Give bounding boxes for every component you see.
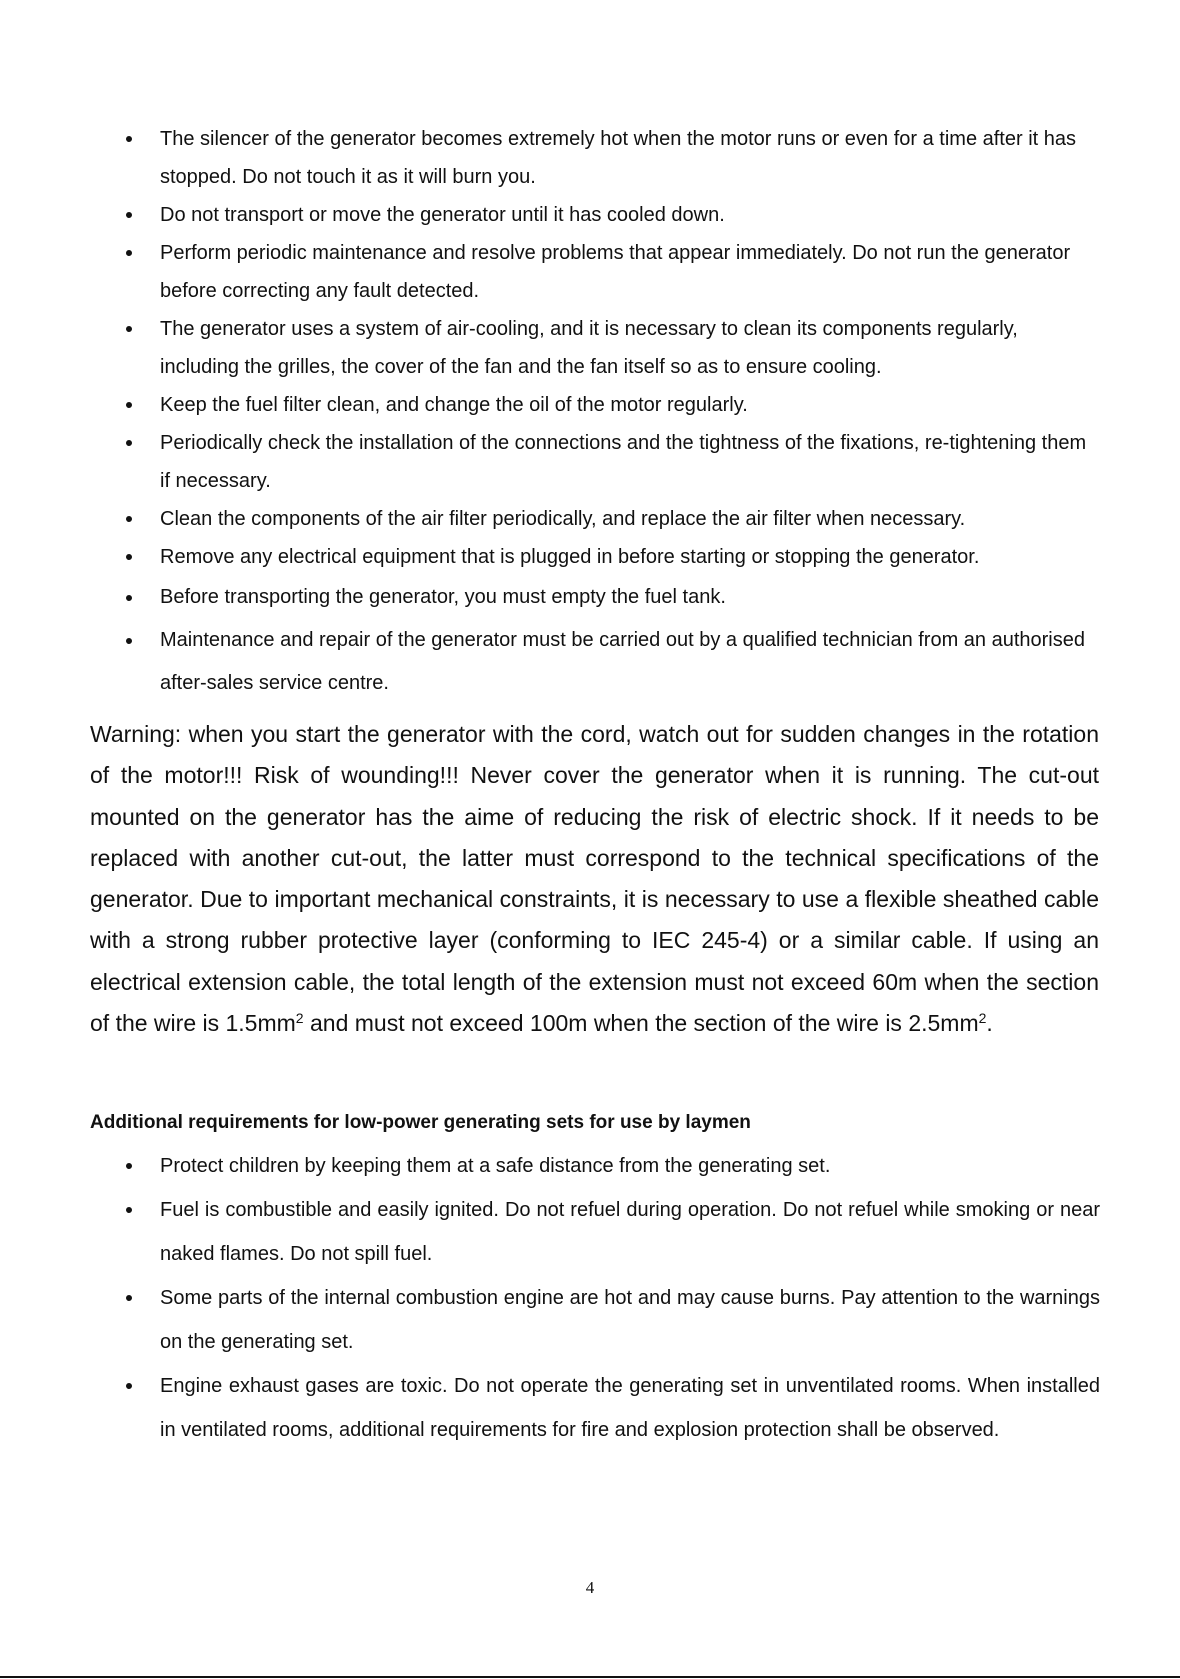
list-item: Maintenance and repair of the generator must be carried out by a qualified technician from an authorised after-sales service centre. [118, 619, 1100, 705]
page-number: 4 [585, 1578, 595, 1597]
additional-requirements-list [118, 1144, 1100, 1452]
warning-text-2: and must not exceed 100m when the section of the wire is 2.5mm [303, 1010, 979, 1037]
additional-requirements-heading: Additional requirements for low-power generating sets for use by laymen [90, 1112, 751, 1133]
list-item: Some parts of the internal combustion engine are hot and may cause burns. Pay attention to the warnings on the generating set. [118, 1276, 1100, 1364]
list-item: Do not transport or move the generator until it has cooled down. [118, 196, 1100, 234]
warning-paragraph [90, 714, 1099, 1044]
list-item: Remove any electrical equipment that is plugged in before starting or stopping the generator. [118, 538, 1100, 576]
list-item: Periodically check the installation of the connections and the tightness of the fixations, re-tightening them if necessary. [118, 424, 1100, 500]
list-item: Protect children by keeping them at a safe distance from the generating set. [118, 1144, 1100, 1188]
list-item: Keep the fuel filter clean, and change the oil of the motor regularly. [118, 386, 1100, 424]
list-item: The silencer of the generator becomes extremely hot when the motor runs or even for a time after it has stopped. Do not touch it as it will burn you. [118, 120, 1100, 196]
list-item: Clean the components of the air filter periodically, and replace the air filter when necessary. [118, 500, 1100, 538]
superscript-squared: 2 [295, 1010, 304, 1027]
list-item: Engine exhaust gases are toxic. Do not operate the generating set in unventilated rooms. When installed in ventilated rooms, additional requirements for fire and explosion protection shall be observed. [118, 1364, 1100, 1452]
safety-bullet-list [118, 120, 1100, 705]
list-item: The generator uses a system of air-cooling, and it is necessary to clean its components regularly, including the grilles, the cover of the fan and the fan itself so as to ensure cooling. [118, 310, 1100, 386]
warning-text-3: . [986, 1010, 993, 1037]
superscript-squared: 2 [978, 1010, 987, 1027]
list-item: Before transporting the generator, you must empty the fuel tank. [118, 576, 1100, 619]
list-item: Perform periodic maintenance and resolve problems that appear immediately. Do not run the generator before correcting any fault detected. [118, 234, 1100, 310]
bottom-divider [0, 1676, 1180, 1678]
list-item: Fuel is combustible and easily ignited. Do not refuel during operation. Do not refuel while smoking or near naked flames. Do not spill fuel. [118, 1188, 1100, 1276]
warning-text-1: Warning: when you start the generator with the cord, watch out for sudden changes in the rotation of the motor!!! Risk of wounding!!! Never cover the generator when it is running. The cut-out mounted on the generator has the aime of reducing the risk of electric shock. If it needs to be replaced with another cut-out, the latter must correspond to the technical specifications of the generator. Due to important mechanical constraints, it is necessary to use a flexible sheathed cable with a strong rubber protective layer (conforming to IEC 245-4) or a similar cable. If using an electrical extension cable, the total length of the extension must not exceed 60m when the section of the wire is 1.5mm [90, 721, 1099, 1037]
